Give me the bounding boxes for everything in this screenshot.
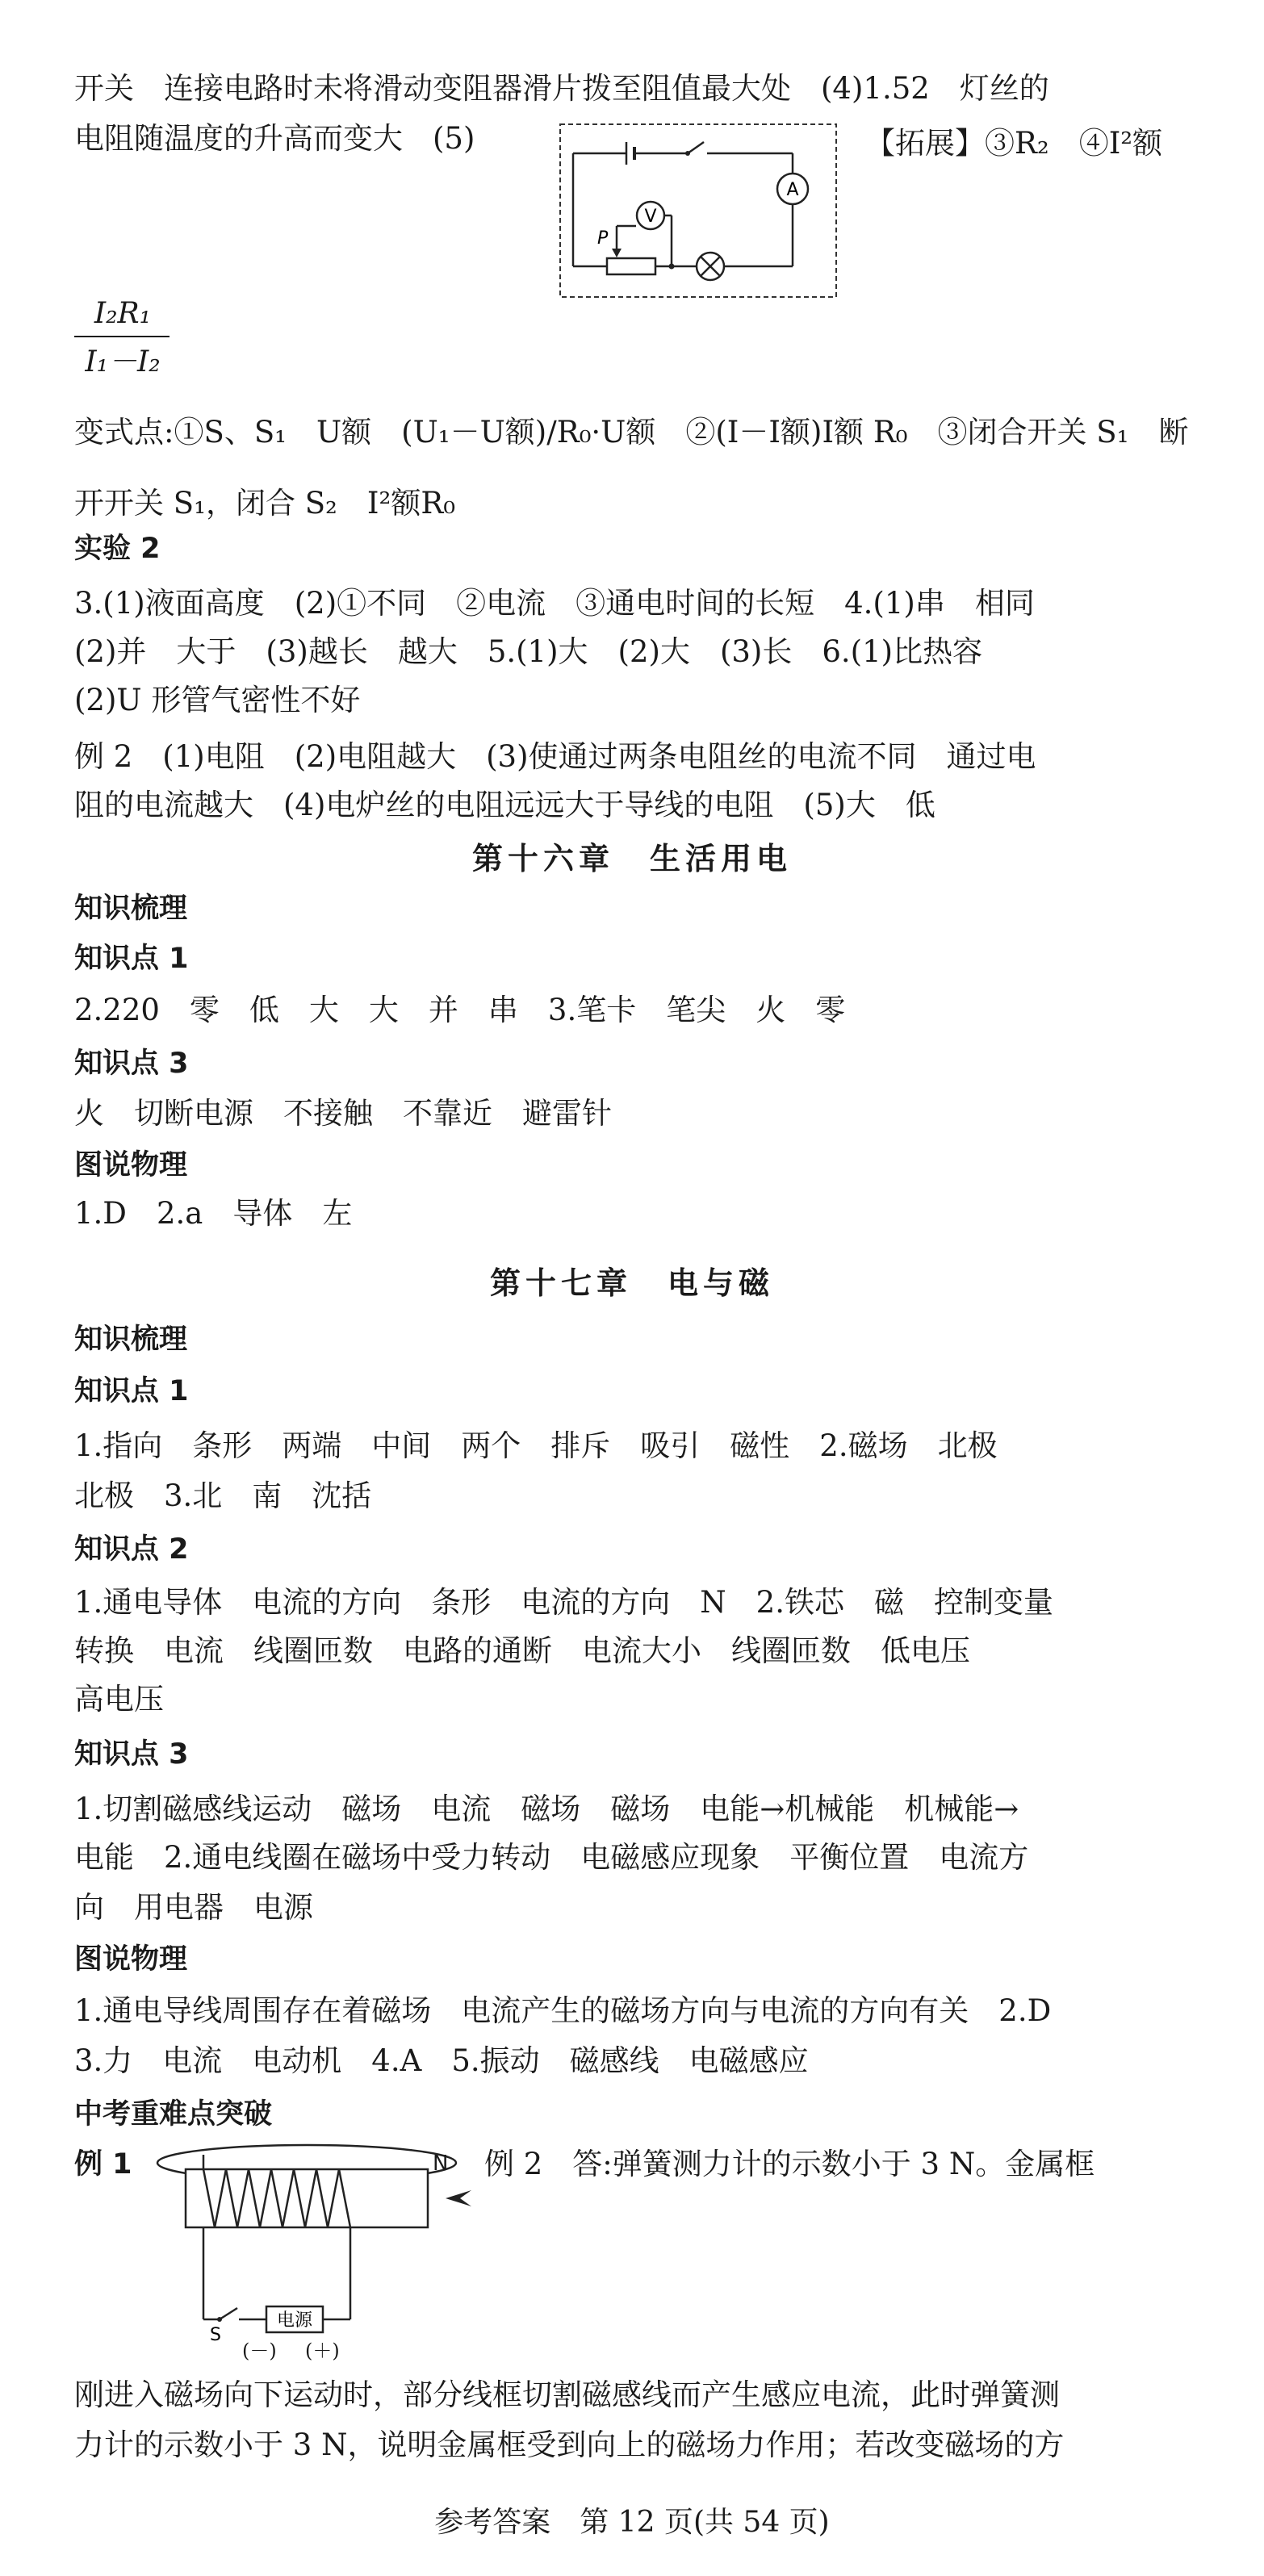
- section-heading: 知识点 1: [74, 943, 189, 975]
- section-heading: 知识点 2: [74, 1533, 189, 1566]
- section-heading: 知识梳理: [74, 893, 188, 925]
- text-line: 例 2 (1)电阻 (2)电阻越大 (3)使通过两条电阻丝的电流不同 通过电: [74, 739, 1036, 774]
- example-label: 例 1: [74, 2148, 132, 2181]
- section-heading: 知识梳理: [74, 1324, 188, 1356]
- text-line: 1.切割磁感线运动 磁场 电流 磁场 磁场 电能→机械能 机械能→: [74, 1792, 1019, 1826]
- text-line: 电能 2.通电线圈在磁场中受力转动 电磁感应现象 平衡位置 电流方: [74, 1840, 1029, 1875]
- ammeter-label: A: [786, 180, 799, 200]
- text-line: 电阻随温度的升高而变大 (5): [74, 121, 475, 156]
- switch-label: S: [210, 2325, 221, 2345]
- voltmeter-label: V: [644, 207, 657, 227]
- text-line: 【拓展】③R₂ ④I²额: [865, 126, 1163, 161]
- pole-label: N: [433, 2152, 449, 2176]
- section-heading: 中考重难点突破: [74, 2098, 273, 2131]
- chapter-title: 第十七章 电与磁: [489, 1265, 774, 1301]
- power-label: 电源: [276, 2310, 313, 2331]
- text-line: 1.通电导体 电流的方向 条形 电流的方向 N 2.铁芯 磁 控制变量: [74, 1585, 1053, 1620]
- section-heading: 知识点 3: [74, 1738, 189, 1771]
- text-line: 刚进入磁场向下运动时，部分线框切割磁感线而产生感应电流，此时弹簧测: [74, 2377, 1060, 2412]
- fraction-bar: [74, 336, 170, 337]
- text-line: 3.(1)液面高度 (2)①不同 ②电流 ③通电时间的长短 4.(1)串 相同: [74, 586, 1035, 621]
- text-line: 变式点:①S、S₁ U额 (U₁－U额)/R₀·U额 ②(I－I额)I额 R₀ ③闭合开关 S₁ 断: [74, 415, 1189, 450]
- section-heading: 知识点 3: [74, 1048, 189, 1080]
- slider-label: P: [597, 228, 609, 249]
- text-line: 力计的示数小于 3 N，说明金属框受到向上的磁场力作用；若改变磁场的方: [74, 2428, 1065, 2462]
- section-heading: 实验 2: [74, 533, 161, 565]
- electromagnet-diagram: [153, 2139, 476, 2348]
- text-line: 阻的电流越大 (4)电炉丝的电阻远远大于导线的电阻 (5)大 低: [74, 788, 935, 822]
- section-heading: 图说物理: [74, 1149, 188, 1181]
- section-heading: 知识点 1: [74, 1375, 189, 1407]
- text-line: 向 用电器 电源: [74, 1890, 313, 1925]
- circuit-diagram: [559, 123, 838, 299]
- fraction-denominator: I₁－I₂: [85, 345, 161, 378]
- text-line: 高电压: [74, 1682, 164, 1717]
- negative-terminal: (－): [242, 2340, 277, 2362]
- chapter-title: 第十六章 生活用电: [471, 841, 792, 876]
- text-line: 2.220 零 低 大 大 并 串 3.笔卡 笔尖 火 零: [74, 993, 846, 1027]
- text-line: 1.通电导线周围存在着磁场 电流产生的磁场方向与电流的方向有关 2.D: [74, 1993, 1052, 2028]
- text-line: 火 切断电源 不接触 不靠近 避雷针: [74, 1096, 612, 1131]
- text-line: 例 2 答:弹簧测力计的示数小于 3 N。金属框: [484, 2147, 1095, 2181]
- positive-terminal: (＋): [305, 2340, 340, 2362]
- page-footer: 参考答案 第 12 页(共 54 页): [434, 2506, 830, 2539]
- section-heading: 图说物理: [74, 1943, 188, 1976]
- text-line: 3.力 电流 电动机 4.A 5.振动 磁感线 电磁感应: [74, 2043, 809, 2078]
- text-line: 转换 电流 线圈匝数 电路的通断 电流大小 线圈匝数 低电压: [74, 1633, 970, 1668]
- text-line: 开关 连接电路时未将滑动变阻器滑片拨至阻值最大处 (4)1.52 灯丝的: [74, 71, 1049, 106]
- text-line: 1.D 2.a 导体 左: [74, 1196, 353, 1231]
- text-line: 开开关 S₁，闭合 S₂ I²额R₀: [74, 486, 456, 521]
- text-line: (2)U 形管气密性不好: [74, 683, 361, 717]
- text-line: 1.指向 条形 两端 中间 两个 排斥 吸引 磁性 2.磁场 北极: [74, 1428, 998, 1463]
- fraction-numerator: I₂R₁: [94, 297, 152, 330]
- text-line: 北极 3.北 南 沈括: [74, 1478, 372, 1513]
- text-line: (2)并 大于 (3)越长 越大 5.(1)大 (2)大 (3)长 6.(1)比热容: [74, 634, 983, 669]
